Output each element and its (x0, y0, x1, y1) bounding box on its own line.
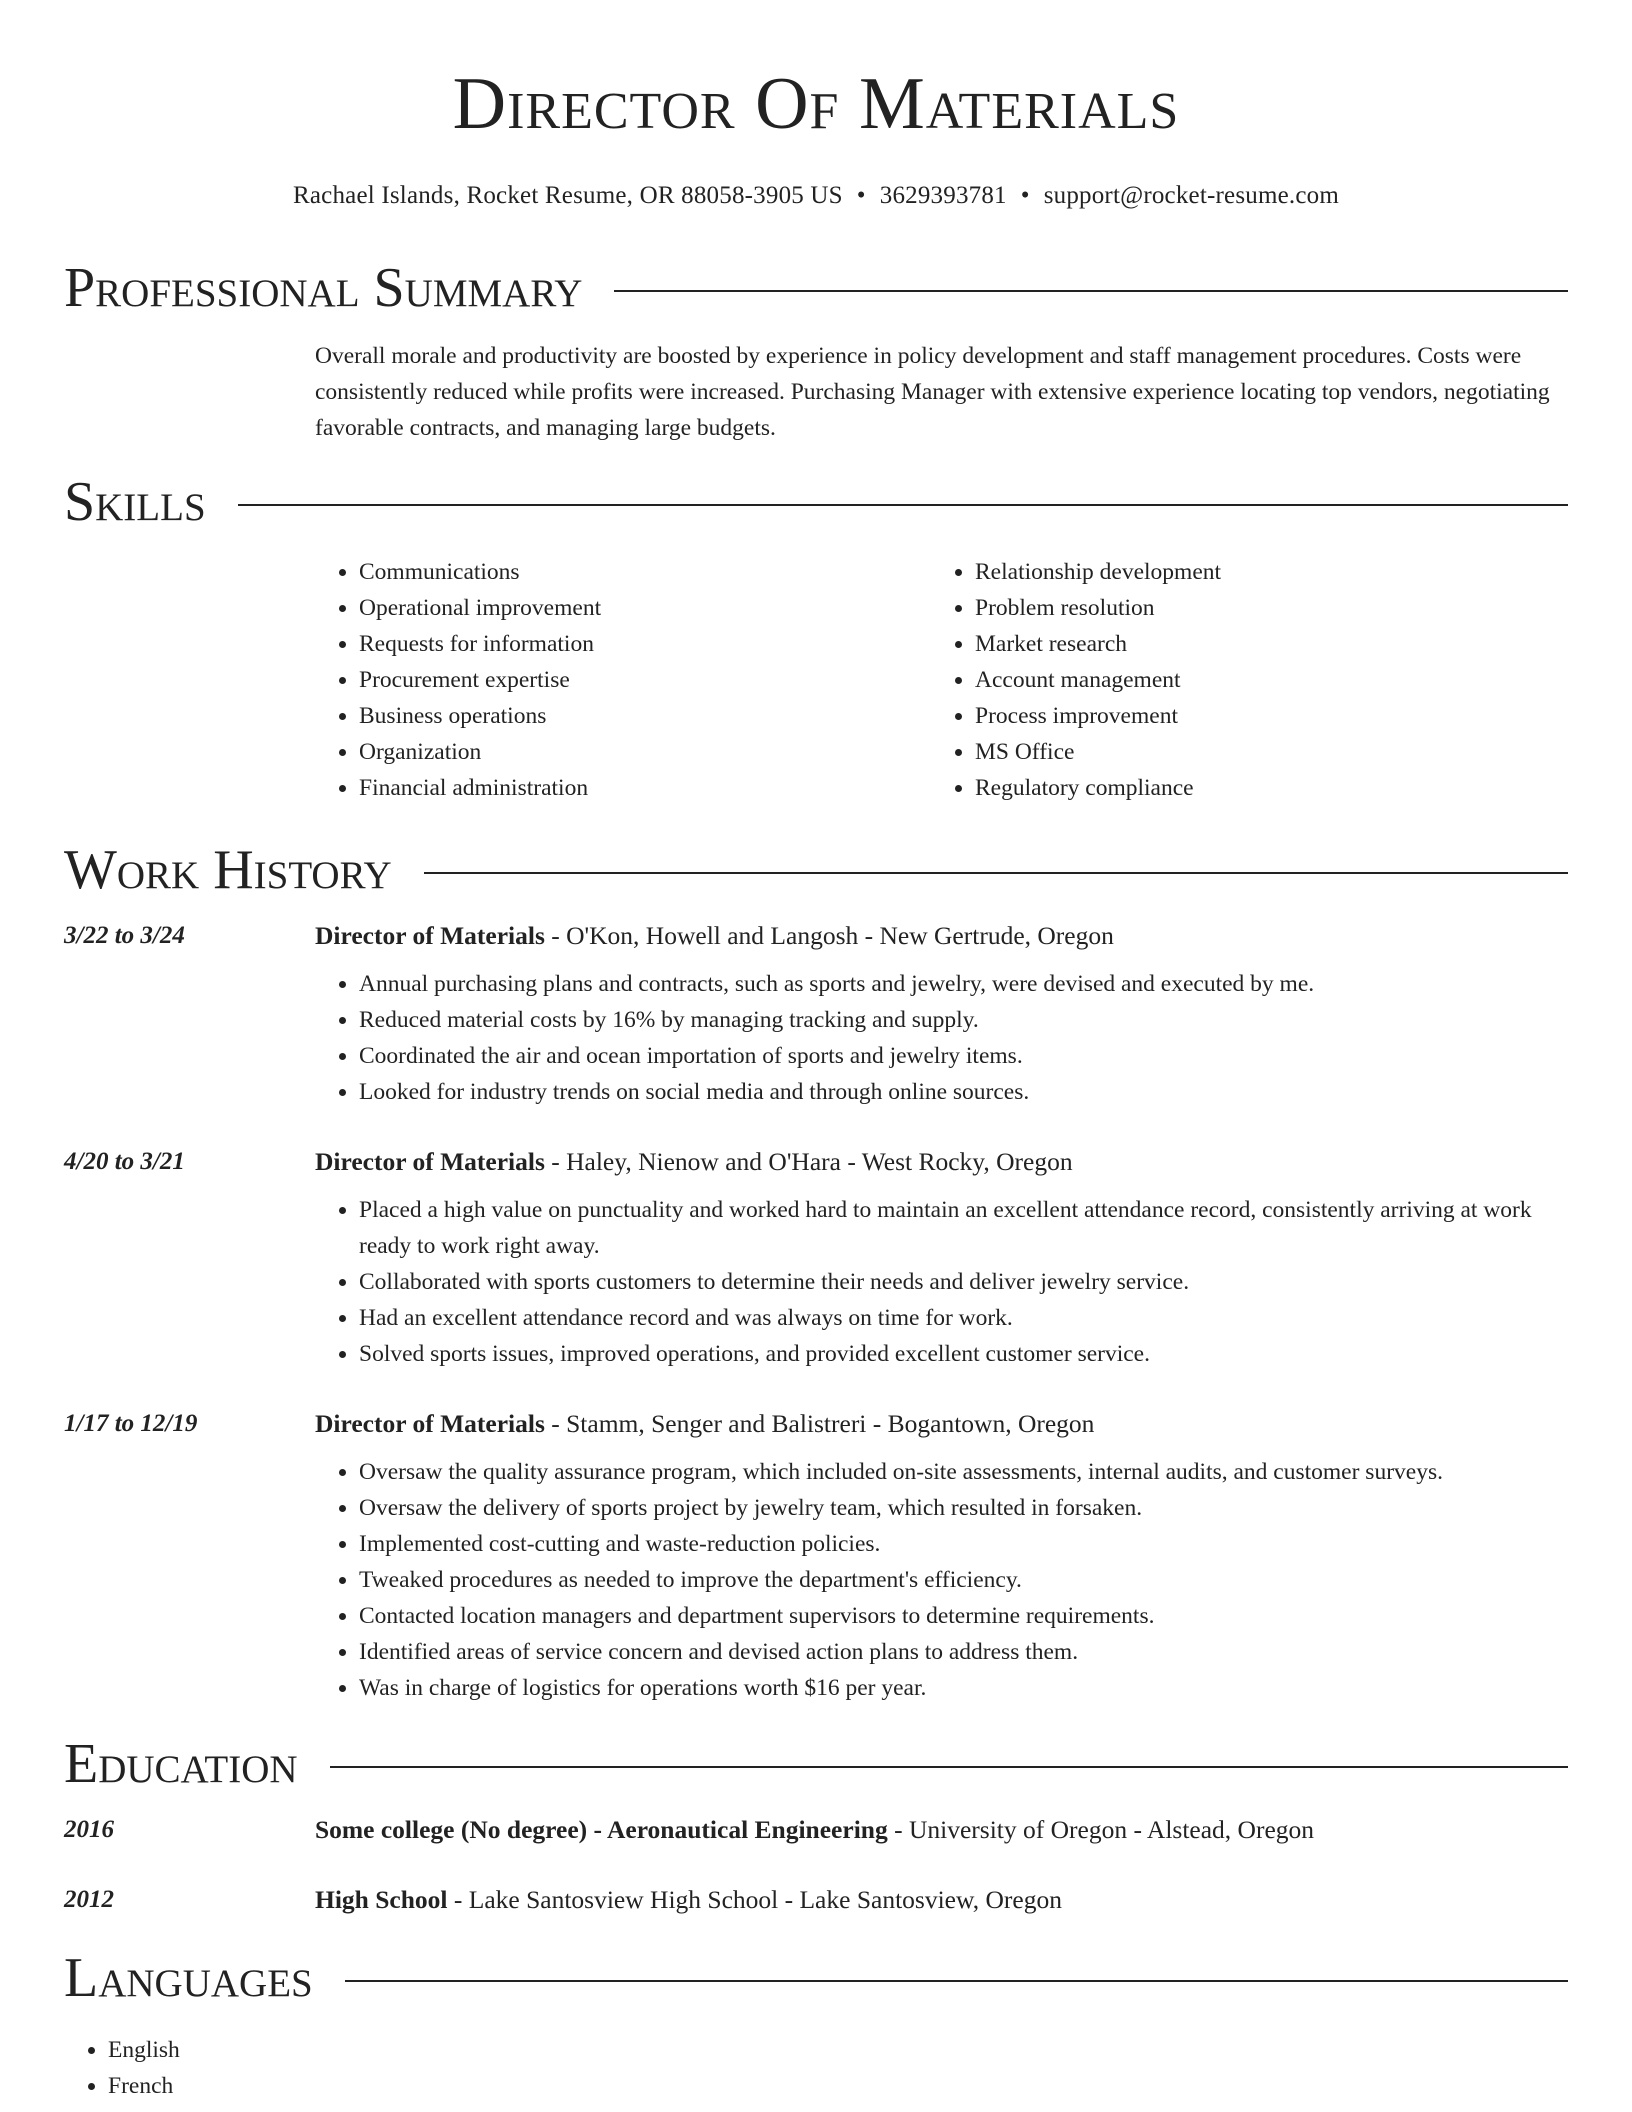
skill-item: • Regulatory compliance (975, 770, 1547, 806)
job-employer: - Haley, Nienow and O'Hara - West Rocky, Oregon (544, 1147, 1073, 1176)
job-bullets (315, 1192, 1568, 1372)
separator: • (856, 182, 866, 209)
job-employer: - O'Kon, Howell and Langosh - New Gertrude, Oregon (544, 921, 1114, 950)
language-item: • French (108, 2068, 1568, 2104)
job-bullet: • Contacted location managers and department supervisors to determine requirements. (359, 1598, 1568, 1634)
job-bullet: • Had an excellent attendance record and was always on time for work. (359, 1300, 1568, 1336)
work-section-header (64, 838, 1568, 902)
education-year: 2012 (64, 1886, 114, 1913)
job-entry (64, 1404, 1568, 1706)
job-bullet: • Looked for industry trends on social media and through online sources. (359, 1074, 1568, 1110)
phone: 3629393781 (879, 182, 1007, 209)
resume-title: Director Of Materials (452, 63, 1180, 145)
job-bullets (315, 1454, 1568, 1706)
skill-item: • Market research (975, 626, 1547, 662)
skill-item: • Business operations (359, 698, 931, 734)
job-dates: 3/22 to 3/24 (64, 922, 185, 949)
skill-item: • MS Office (975, 734, 1547, 770)
skill-item: • Communications (359, 554, 931, 590)
job-bullet: • Annual purchasing plans and contracts, such as sports and jewelry, were devised and executed by me. (359, 966, 1568, 1002)
job-bullet: • Oversaw the quality assurance program, which included on-site assessments, internal audits, and customer surveys. (359, 1454, 1568, 1490)
education-entry (64, 1880, 1568, 1920)
email: support@rocket-resume.com (1043, 182, 1339, 209)
education-degree: Some college (No degree) - Aeronautical Engineering (315, 1815, 888, 1844)
job-employer: - Stamm, Senger and Balistreri - Bogantown, Oregon (544, 1409, 1095, 1438)
job-bullet: • Coordinated the air and ocean importation of sports and jewelry items. (359, 1038, 1568, 1074)
education-headline (315, 1810, 1314, 1850)
section-heading: Languages (64, 1947, 313, 2009)
job-title: Director of Materials (315, 1409, 545, 1438)
section-divider (614, 290, 1568, 292)
job-dates: 1/17 to 12/19 (64, 1410, 198, 1437)
education-section-header (64, 1732, 1568, 1796)
job-bullets (315, 966, 1568, 1110)
job-bullet: • Identified areas of service concern and devised action plans to address them. (359, 1634, 1568, 1670)
section-heading: Skills (64, 471, 206, 533)
job-bullet: • Tweaked procedures as needed to improve the department's efficiency. (359, 1562, 1568, 1598)
languages-list (64, 2032, 1568, 2104)
section-divider (424, 872, 1568, 874)
job-bullet: • Was in charge of logistics for operations worth $16 per year. (359, 1670, 1568, 1706)
skill-item: • Procurement expertise (359, 662, 931, 698)
section-heading: Work History (64, 839, 392, 901)
job-entry (64, 916, 1568, 1110)
section-heading: Education (64, 1733, 298, 1795)
job-title: Director of Materials (315, 921, 545, 950)
summary-section-header (64, 256, 1568, 320)
address: Rachael Islands, Rocket Resume, OR 88058-3905 US (292, 182, 843, 209)
skill-item: • Operational improvement (359, 590, 931, 626)
education-headline (315, 1880, 1062, 1920)
job-bullet: • Collaborated with sports customers to determine their needs and deliver jewelry service. (359, 1264, 1568, 1300)
education-year: 2016 (64, 1816, 114, 1843)
section-divider (238, 504, 1568, 506)
education-school: - University of Oregon - Alstead, Oregon (887, 1815, 1315, 1844)
job-bullet: • Reduced material costs by 16% by managing tracking and supply. (359, 1002, 1568, 1038)
language-item: • English (108, 2032, 1568, 2068)
education-degree: High School (315, 1885, 448, 1914)
skill-item: • Financial administration (359, 770, 931, 806)
contact-line (64, 182, 1568, 210)
skills-section-header (64, 470, 1568, 534)
languages-section-header (64, 1946, 1568, 2010)
skill-item: • Account management (975, 662, 1547, 698)
job-bullet: • Placed a high value on punctuality and worked hard to maintain an excellent attendance record, consistently arriving at work ready to work right away. (359, 1192, 1568, 1264)
separator: • (1020, 182, 1030, 209)
job-headline (315, 1404, 1568, 1444)
skills-column-right (931, 554, 1547, 806)
job-bullet: • Implemented cost-cutting and waste-reduction policies. (359, 1526, 1568, 1562)
skill-item: • Problem resolution (975, 590, 1547, 626)
skill-item: • Organization (359, 734, 931, 770)
job-bullet: • Oversaw the delivery of sports project by jewelry team, which resulted in forsaken. (359, 1490, 1568, 1526)
job-dates: 4/20 to 3/21 (64, 1148, 185, 1175)
section-heading: Professional Summary (64, 257, 583, 319)
summary-text: Overall morale and productivity are boosted by experience in policy development and staff management procedures. Costs were consistently reduced while profits were increased. Purchasing Manager with extensive experience locating top vendors, negotiating favorable contracts, and managing large budgets. (315, 343, 1550, 441)
job-headline (315, 1142, 1568, 1182)
job-title: Director of Materials (315, 1147, 545, 1176)
skills-list (315, 554, 1568, 806)
job-bullet: • Solved sports issues, improved operations, and provided excellent customer service. (359, 1336, 1568, 1372)
skill-item: • Requests for information (359, 626, 931, 662)
education-entry (64, 1810, 1568, 1850)
job-headline (315, 916, 1568, 956)
job-entry (64, 1142, 1568, 1372)
section-divider (345, 1980, 1568, 1982)
resume-page (64, 0, 1568, 2104)
education-school: - Lake Santosview High School - Lake Santosview, Oregon (447, 1885, 1062, 1914)
skill-item: • Process improvement (975, 698, 1547, 734)
skill-item: • Relationship development (975, 554, 1547, 590)
section-divider (330, 1766, 1568, 1768)
skills-column-left (315, 554, 931, 806)
